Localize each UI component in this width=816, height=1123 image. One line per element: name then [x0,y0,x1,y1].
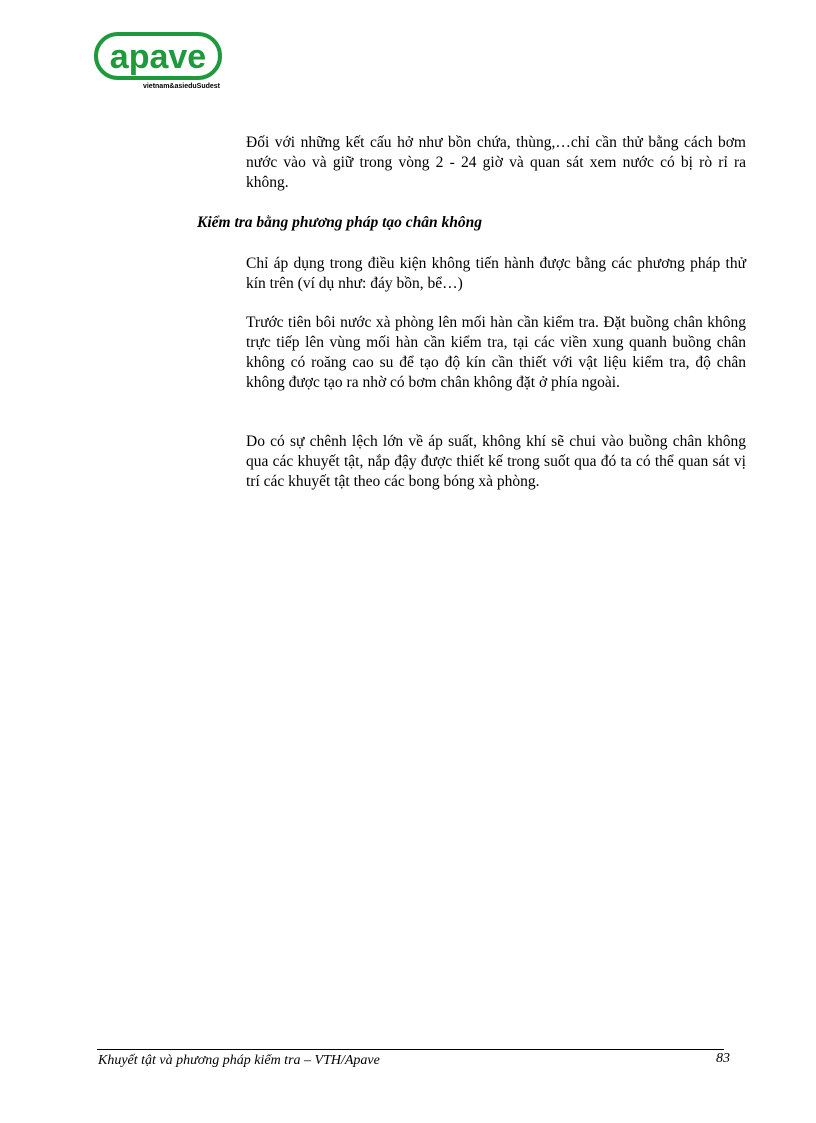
logo-tagline: vietnam&asieduSudest [142,83,220,90]
footer-title: Khuyết tật và phương pháp kiểm tra – VTH/Apave [98,1053,380,1068]
section-heading-vacuum-test: Kiểm tra bằng phương pháp tạo chân không [197,214,483,231]
paragraph-open-tank-test: Đối với những kết cấu hở như bồn chứa, thùng,…chỉ cần thử bằng cách bơm nước vào và giữ trong vòng 2 - 24 giờ và quan sát xem nước có bị rò rỉ ra không. [246,134,746,191]
footer-divider [97,1049,724,1050]
apave-logo [94,32,226,92]
logo-wordmark: apave [109,38,207,76]
paragraph-vacuum-observation: Do có sự chênh lệch lớn về áp suất, không khí sẽ chui vào buồng chân không qua các khuyết tật, nắp đậy được thiết kế trong suốt qua đó ta có thể quan sát vị trí các khuyết tật theo các bong bóng xà phòng. [246,433,746,490]
paragraph-vacuum-scope: Chỉ áp dụng trong điều kiện không tiến hành được bằng các phương pháp thử kín trên (ví dụ như: đáy bồn, bể…) [246,255,746,292]
paragraph-vacuum-procedure: Trước tiên bôi nước xà phòng lên mối hàn cần kiểm tra. Đặt buồng chân không trực tiếp lên vùng mối hàn cần kiểm tra, tại các viền xung quanh buồng chân không có roăng cao su để tạo độ kín cần thiết với vật liệu kiểm tra, độ chân không được tạo ra nhờ có bơm chân không đặt ở phía ngoài. [246,314,746,391]
page-number: 83 [716,1051,730,1066]
